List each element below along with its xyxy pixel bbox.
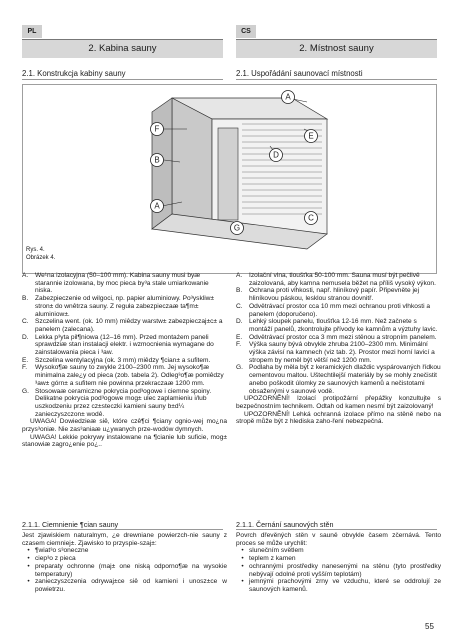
section-title-pl: 2.1. Konstrukcja kabiny sauny	[22, 69, 126, 78]
svg-text:F: F	[154, 124, 160, 134]
bullet-icon: •	[27, 578, 30, 586]
list-item: C. Odvětrávací prostor cca 10 mm mezi ochranou proti vlhkosti a panelem (doporučeno).	[236, 302, 431, 318]
section-rule-right	[236, 79, 437, 80]
figure-label-a-left	[151, 200, 164, 213]
list-item: G. Podlaha by měla být z keramických dlaždic vyspárovaných řídkou cementovou maltou. Uštechtilejší materiály by se mohly znečistit anebo poškodit úlomky ze saunových kamenů a nečistotami obsaženými v saunové vodě.	[236, 364, 441, 395]
list-item: C. Szczelina went. (ok. 10 mm) miêdzy warstw± zabezpieczaj±c± a panelem (zalecana).	[22, 318, 223, 333]
bullet-icon: •	[241, 547, 244, 555]
bullet-icon: •	[241, 578, 244, 586]
page-number: 55	[425, 622, 434, 631]
intro-text: Jest zjawiskiem naturalnym, ¿e drewniane powierzch-nie sauny z czasem ciemniej±. Zjawisko to przyspie-szaj±:	[22, 532, 227, 547]
figure-caption-cs: Obrázek 4.	[26, 254, 56, 261]
figure-label-f	[151, 123, 164, 136]
svg-text:A: A	[154, 201, 160, 211]
subsection-title-cs: 2.1.1. Černání saunových stěn	[236, 520, 334, 529]
sauna-construction-figure	[22, 84, 437, 274]
subsection-body-cs	[236, 532, 441, 594]
warning-note: UPOZORNĚNÍ! Lehká ochranná izolace přímo na stěně nebo na stropě může být z hlediska zaho-ření nebezpečná.	[236, 410, 441, 426]
list-item: • zanieczyszczenia odrywaj±ce siê od kamieni i unosz±ce w powietrzu.	[22, 578, 227, 593]
figure-label-e	[305, 130, 318, 143]
list-item: • teplem z kamen	[236, 555, 441, 563]
bullet-icon: •	[27, 562, 30, 570]
list-item: • slunečním světlem	[236, 547, 441, 555]
list-item: • jemnými prachovými zrny ve vzduchu, které se oddrolují ze saunových kamenů.	[236, 578, 441, 593]
list-item: A. We¹na izolacyjna (50–100 mm). Kabina sauny musi byæ starannie izolowana, by moc pieca by³a stale umiarkowanie niska.	[22, 272, 209, 295]
list-item: • preparaty ochronne (maj± one niską odporno¶æ na wysokie temperatury)	[22, 563, 227, 578]
list-item: G. Stosowaæ ceramiczne pokrycia pod³ogowe i ciemne spoiny. Delikatne pokrycia pod³ogowe mog± ulec zaplamieniu i/lub uszkodzeniu przez cz±steczki kamieni sauny b±d¼ zanieczyszczon± wodê.	[22, 387, 212, 418]
list-item: F. Výška sauny bývá obvykle zhruba 2100–2300 mm. Minimální výška závisí na kamnech (viz tab. 2). Prostor mezi horní lavicí a stropem by neměl být větší než 1200 mm.	[236, 341, 435, 364]
construction-list-cs	[236, 272, 441, 426]
figure-label-g	[231, 222, 244, 235]
warning-note: UWAGA! Dowiedzieæ siê, które czê¶ci ¶ciany ognio-wej mo¿na przys³oniæ. Nie zas³aniaæ u¿ywanych prze-wodów dymnych.	[22, 418, 227, 434]
list-item: • ¶wiat³o s³oneczne	[22, 547, 227, 555]
warning-note: UWAGA! Lekkie pokrywy instalowane na ¶cianie lub suficie, mog± stanowiæ zagro¿enie po¿..	[22, 433, 227, 449]
svg-text:B: B	[154, 155, 160, 165]
bullet-icon: •	[27, 555, 30, 563]
list-item: • ciep³o z pieca	[22, 555, 227, 563]
warning-note: UPOZORNĚNÍ! Izolací protipožární přepážky konzultujte s bezpečnostním technikem. Odtah od kamen nesmí být zaizolovaný!	[236, 395, 441, 410]
chapter-title-cs: 2. Místnost sauny	[236, 40, 437, 58]
list-item: D. Lehký sloupek panelu, tloušťka 12-16 mm. Než začnete s montáží panelů, zkontrolujte přívody ke kamnům a výztuhy lavic.	[236, 318, 438, 333]
list-item: • ochrannými prostředky nanesenými na stěnu (tyto prostředky nebývají odolné proti vyšším teplotám)	[236, 563, 441, 578]
figure-label-b	[151, 154, 164, 167]
list-item: F. Wysoko¶æ sauny to zwykle 2100–2300 mm. Jej wysoko¶æ minimalna zale¿y od pieca (zob. tabela 2). Odleg³o¶æ pomiêdzy ³aw± górn± a sufitem nie powinna przekraczaæ 1200 mm.	[22, 364, 224, 387]
figure-caption-pl: Rys. 4.	[26, 247, 45, 253]
list-item: B. Ochrana proti vlhkosti, např. hliníkový papír. Připevněte jej hliníkovou páskou, lesklou stranou dovnitř.	[236, 287, 420, 303]
svg-text:C: C	[308, 213, 314, 223]
list-item: E. Szczelina wentylacyjna (ok. 3 mm) miêdzy ¶cian± a sufitem.	[22, 356, 211, 364]
figure-caption	[26, 247, 55, 262]
construction-list-pl	[22, 272, 227, 449]
svg-text:D: D	[273, 150, 279, 160]
bullet-icon: •	[241, 555, 244, 563]
list-item: A. Izolační vlna, tloušťka 50-100 mm. Sauna musí být pečlivě zaizolovaná, aby kamna nemusela běžet na příliš vysoký výkon.	[236, 272, 436, 287]
section-title-cs: 2.1. Uspořádání saunovací místnosti	[236, 69, 363, 78]
subsection-rule-left	[22, 529, 223, 530]
chapter-title-pl: 2. Kabina sauny	[22, 40, 223, 58]
subsection-title-pl: 2.1.1. Ciemnienie ¶cian sauny	[22, 520, 119, 529]
svg-text:E: E	[308, 131, 314, 141]
svg-text:A: A	[285, 92, 291, 102]
list-item: E. Odvětrávací prostor cca 3 mm mezi stěnou a stropním panelem.	[236, 333, 437, 341]
figure-label-d	[270, 149, 283, 162]
list-item: D. Lekka p³yta pil¶niowa (12–16 mm). Przed montażem paneli sprawdziæ stan instalacji elektr. i wzmocnienia wymagane do zainstalowania pieca i ³aw.	[22, 333, 214, 357]
list-item: B. Zabezpieczenie od wilgoci, np. papier aluminiowy. Po³yskliw± stron± do wnêtrza sauny. Z reguła zabezpieczaæ ta¶m± aluminiow±.	[22, 295, 215, 318]
bullet-icon: •	[241, 562, 244, 570]
subsection-body-pl	[22, 532, 227, 594]
figure-label-c-bottom	[305, 212, 318, 225]
svg-text:G: G	[233, 223, 241, 233]
language-tab-pl: PL	[22, 25, 42, 38]
intro-text: Povrch dřevěných stěn v sauně obvykle časem zčernává. Tento proces se může urychlit:	[236, 532, 441, 547]
subsection-rule-right	[236, 529, 437, 530]
language-tab-cs: CS	[236, 25, 256, 38]
bullet-icon: •	[27, 547, 30, 555]
figure-label-a-top	[282, 91, 295, 104]
section-rule-left	[22, 79, 223, 80]
